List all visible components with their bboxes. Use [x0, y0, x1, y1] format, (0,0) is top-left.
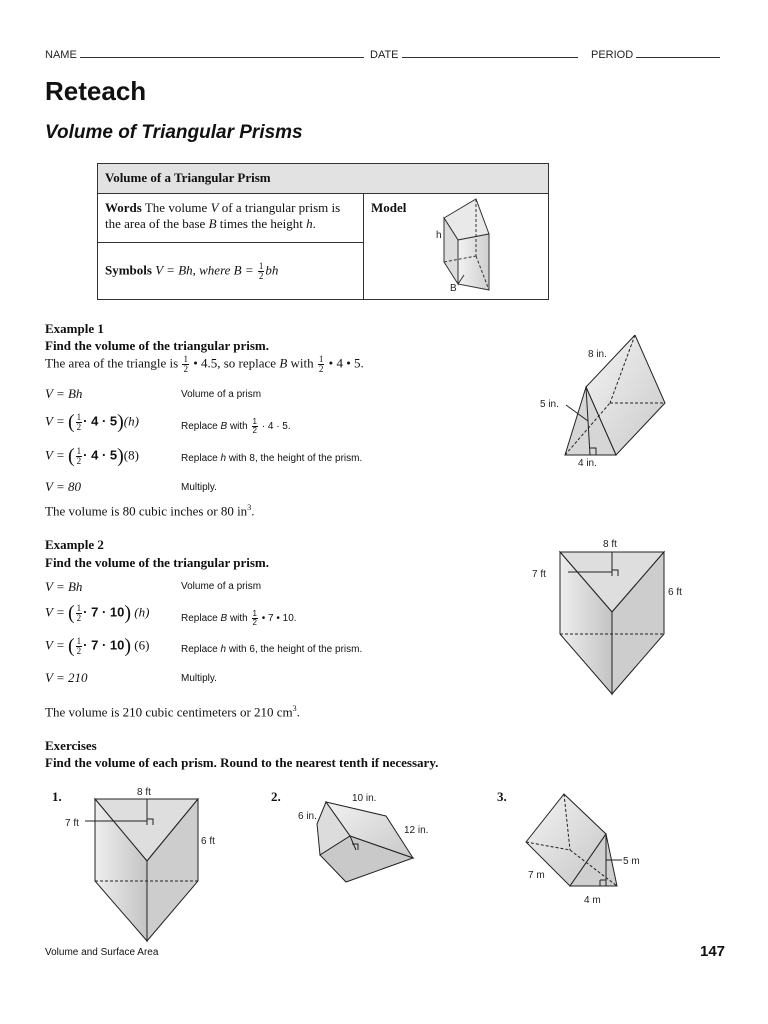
equation-inner: · 7 · 10 [83, 637, 125, 653]
fraction [318, 355, 325, 374]
exercise2-number: 2. [271, 789, 281, 804]
note-var: B [220, 613, 228, 625]
example2-instruction: Find the volume of the triangular prism. [45, 555, 270, 570]
symbols-label: Symbols [105, 261, 152, 277]
ex2-step1-eq [45, 579, 82, 595]
words-var-h: h [306, 216, 313, 231]
equation: V = [45, 637, 65, 653]
page-number: 147 [700, 943, 726, 960]
frac-den: 2 [76, 422, 82, 432]
date-label: DATE [370, 49, 399, 61]
frac-num: 1 [318, 354, 324, 364]
ex2-step2-eq: V = ( $\frac{1}{2}$ · 7 · 10) (h) [45, 602, 150, 624]
ex2-exercise-label-left: 6 in. [298, 811, 317, 822]
words-text: The volume [141, 200, 211, 215]
frac-num: 1 [76, 412, 82, 422]
exercise3-number: 3. [497, 789, 507, 804]
ex1-step1-eq [45, 386, 82, 402]
frac-num: 1 [252, 609, 257, 618]
ex2-label-right: 6 ft [668, 587, 682, 598]
equation: V = Bh [45, 386, 83, 401]
intro-text: • 4.5, so replace [193, 355, 277, 371]
conclusion-text: The volume is 210 cubic centimeters or 210 cm [45, 704, 293, 720]
fraction [252, 418, 258, 435]
symbols-tail: bh [265, 261, 279, 277]
conclusion-text: . [296, 704, 300, 720]
note-text: with 8, the height of the prism. [228, 453, 363, 464]
example2-heading: Example 2 [45, 537, 104, 552]
note-text: Replace [181, 613, 218, 625]
words-text: of a triangular prism is the area of the base [105, 200, 341, 231]
example1-conclusion [45, 503, 254, 519]
equation-post: (h) [134, 604, 150, 620]
words-var-b: B [208, 216, 217, 231]
intro-text: The area of the triangle is [45, 355, 179, 371]
frac-den: 2 [76, 613, 82, 623]
words-text: times the height [216, 216, 307, 231]
example1-heading: Example 1 [45, 321, 104, 336]
equation: V = 80 [45, 479, 81, 494]
ex2-exercise-label-right: 12 in. [404, 825, 429, 836]
frac-num: 1 [258, 260, 264, 271]
exercise2-prism-figure [290, 790, 440, 890]
model-label: Model [371, 200, 407, 215]
ex1-step4-eq [45, 479, 81, 495]
ex3-exercise-label-bottom: 4 m [584, 895, 601, 906]
ex1-label-base: 4 in. [578, 458, 597, 469]
definition-table [97, 163, 549, 300]
ex1-step1-note: Volume of a prism [181, 389, 262, 400]
frac-num: 1 [183, 354, 188, 364]
exponent: 3 [247, 503, 252, 512]
period-field[interactable] [591, 47, 720, 61]
footer-title: Volume and Surface Area [45, 947, 159, 958]
ex2-step2-note [181, 610, 297, 627]
exercise3-prism-figure [520, 790, 660, 908]
period-label: PERIOD [591, 49, 634, 61]
ex1-exercise-label-right: 6 ft [201, 836, 215, 847]
frac-den: 2 [252, 618, 257, 627]
exercises-heading: Exercises [45, 738, 97, 753]
definition-heading: Volume of a Triangular Prism [98, 164, 549, 194]
ex2-step4-eq [45, 670, 87, 686]
equation-inner: · 7 · 10 [83, 604, 125, 620]
frac-num: 1 [76, 446, 82, 456]
equation-post: (6) [134, 637, 150, 653]
words-var-v: V [210, 200, 219, 215]
ex3-exercise-label-right: 5 m [623, 856, 640, 867]
ex2-step3-eq: V = ( $\frac{1}{2}$ · 7 · 10) (6) [45, 635, 150, 657]
model-cell [364, 194, 549, 300]
model-prism-figure [436, 196, 536, 296]
model-b-label: B [450, 283, 457, 294]
frac-den: 2 [258, 270, 264, 281]
example1-intro [45, 355, 364, 374]
date-field[interactable] [370, 47, 578, 61]
ex1-step2-note [181, 418, 291, 435]
exercises-instruction: Find the volume of each prism. Round to the nearest tenth if necessary. [45, 755, 439, 770]
ex1-step3-note [181, 453, 362, 464]
note-text: · 4 · 5. [261, 421, 291, 433]
name-label: NAME [45, 49, 77, 61]
equation: V = [45, 604, 65, 620]
words-text: . [312, 216, 316, 231]
ex1-step4-note: Multiply. [181, 482, 217, 493]
note-text: • 7 • 10. [261, 613, 297, 625]
ex1-exercise-label-top: 8 ft [137, 787, 151, 798]
model-h-label: h [436, 230, 442, 241]
note-text: with [229, 613, 248, 625]
example1-prism-figure [530, 335, 675, 475]
example2-prism-figure [528, 536, 688, 698]
ex2-step1-note: Volume of a prism [181, 581, 262, 592]
fraction [76, 604, 83, 623]
frac-den: 2 [76, 646, 82, 656]
intro-var: B [279, 355, 288, 371]
symbols-fraction [258, 262, 265, 281]
intro-text: • 4 • 5. [328, 355, 364, 371]
words-cell [98, 194, 364, 243]
ex1-exercise-label-side: 7 ft [65, 818, 79, 829]
equation-post: (h) [123, 413, 139, 429]
name-blank[interactable] [80, 47, 364, 58]
page-title: Reteach [45, 76, 147, 106]
example1-instruction: Find the volume of the triangular prism. [45, 338, 270, 353]
equation-post: (8) [123, 447, 139, 463]
frac-den: 2 [76, 456, 82, 466]
note-text: Replace [181, 644, 218, 655]
ex2-exercise-label-top: 10 in. [352, 793, 377, 804]
equation: V = [45, 447, 65, 463]
note-text: Replace [181, 421, 218, 433]
example2-conclusion [45, 704, 300, 720]
conclusion-text: . [251, 503, 255, 519]
ex1-step3-eq: V = ( $\frac{1}{2}$ · 4 · 5)(8) [45, 445, 139, 467]
frac-num: 1 [76, 636, 82, 646]
fraction [252, 610, 258, 627]
fraction [76, 637, 83, 656]
ex3-exercise-label-left: 7 m [528, 870, 545, 881]
words-label: Words [105, 200, 142, 215]
ex1-label-top: 8 in. [588, 349, 607, 360]
fraction [76, 413, 83, 432]
frac-num: 1 [252, 417, 257, 426]
exponent: 3 [292, 704, 297, 713]
symbols-formula: V = Bh, where B = [155, 261, 254, 277]
exercise1-prism-figure [60, 785, 230, 943]
symbols-cell [98, 243, 364, 300]
fraction [76, 447, 83, 466]
equation-inner: · 4 · 5 [83, 413, 118, 429]
frac-den: 2 [183, 364, 188, 374]
conclusion-text: The volume is 80 cubic inches or 80 in [45, 503, 248, 519]
ex1-label-side: 5 in. [540, 399, 559, 410]
note-var: h [220, 644, 227, 655]
note-text: Replace [181, 453, 218, 464]
exercise1-number: 1. [52, 789, 62, 804]
note-var: h [220, 453, 227, 464]
ex2-label-side: 7 ft [532, 569, 546, 580]
note-text: with 6, the height of the prism. [228, 644, 363, 655]
equation: V = [45, 413, 65, 429]
equation: V = 210 [45, 670, 88, 685]
note-text: with [229, 421, 248, 433]
frac-den: 2 [252, 426, 257, 435]
ex2-label-top: 8 ft [603, 539, 617, 550]
equation: V = Bh [45, 579, 83, 594]
note-var: B [220, 421, 228, 433]
frac-den: 2 [318, 364, 324, 374]
page-subtitle: Volume of Triangular Prisms [45, 122, 303, 143]
period-blank[interactable] [636, 47, 720, 58]
ex1-step2-eq: V = ( $\frac{1}{2}$ · 4 · 5)(h) [45, 411, 139, 433]
date-blank[interactable] [402, 47, 578, 58]
ex2-step4-note: Multiply. [181, 673, 217, 684]
equation-inner: · 4 · 5 [83, 447, 118, 463]
ex2-step3-note [181, 644, 362, 655]
fraction [182, 355, 189, 374]
name-field[interactable] [45, 47, 364, 61]
frac-num: 1 [76, 603, 82, 613]
intro-text: with [290, 355, 314, 371]
